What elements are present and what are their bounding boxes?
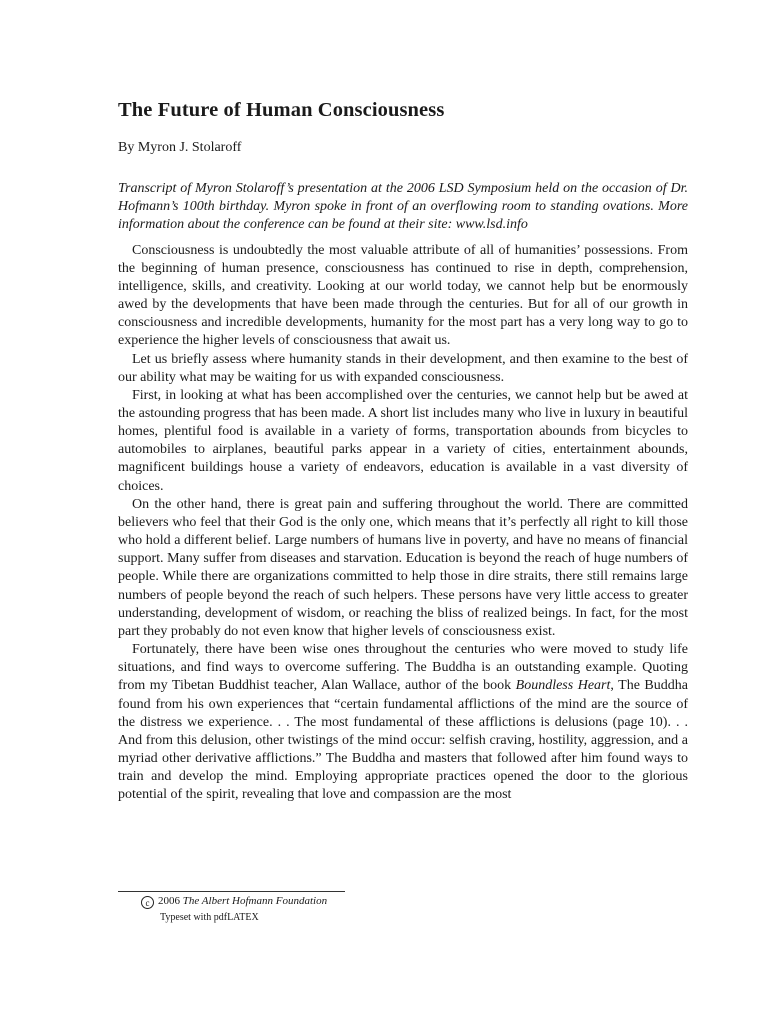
copyright-footnote <box>141 894 327 909</box>
paragraph-5-part-1: Fortunately, there have been wise ones throughout the centuries who were moved to study life situations, and find ways to overcome suffering. The Buddha is an outstanding example. Quoting from my Tibetan Buddhist teacher, Alan Wallace, author of the book <box>118 642 688 694</box>
footnote-rule <box>118 891 345 892</box>
paragraph-5-part-2: , The Buddha found from his own experiences that “certain fundamental afflictions of the mind are the source of the distress we experience. . . The most fundamental of these afflictions is delusions (page 10). . . And from this delusion, other twistings of the mind occur: selfish craving, hostility, aggression, and a myriad other derivative afflictions.” The Buddha and masters that followed after him found ways to train and develop the mind. Employing appropriate practices opened the door to the glorious potential of the spirit, revealing that love and compassion are the most <box>118 678 688 803</box>
typeset-note: Typeset with pdfLATEX <box>160 912 259 923</box>
paragraph-5 <box>118 641 688 804</box>
abstract: Transcript of Myron Stolaroff’s presentation at the 2006 LSD Symposium held on the occasion of Dr. Hofmann’s 100th birthday. Myron spoke in front of an overflowing room to standing ovations. More information about the conference can be found at their site: www.lsd.info <box>118 181 688 233</box>
paragraph-1: Consciousness is undoubtedly the most valuable attribute of all of humanities’ possessions. From the beginning of human presence, consciousness has continued to rise in depth, comprehension, intelligence, skills, and creativity. Looking at our world today, we cannot help but be enormously awed by the developments that have been made through the centuries. But for all of our growth in consciousness and incredible developments, humanity for the most part has a very long way to go to experience the higher levels of consciousness that await us. <box>118 242 688 349</box>
copyright-organization: The Albert Hofmann Foundation <box>182 895 328 907</box>
copyright-icon: c <box>141 896 154 909</box>
document-page <box>118 96 688 804</box>
copyright-year: 2006 <box>158 895 180 907</box>
paragraph-3: First, in looking at what has been accomplished over the centuries, we cannot help but be awed at the astounding progress that has been made. A short list includes many who live in luxury in beautiful homes, plentiful food is available in a variety of forms, transportation abounds from bicycles to automobiles to airplanes, beautiful parks appear in a variety of cities, entertainment abounds, magnificent buildings house a variety of endeavors, education is available in a vast diversity of choices. <box>118 387 689 494</box>
paragraph-4: On the other hand, there is great pain and suffering throughout the world. There are committed believers who feel that their God is the only one, which means that it’s perfectly all right to kill those who hold a different belief. Large numbers of humans live in poverty, and have no means of financial support. Many suffer from diseases and starvation. Education is beyond the reach of huge numbers of people. While there are organizations committed to help those in dire straits, there still remains large numbers of people beyond the reach of such helpers. These persons have very little access to greater understanding, development of wisdom, or reaching the bliss of realized beings. In fact, for the most part they probably do not even know that higher levels of consciousness exist. <box>118 496 688 639</box>
paragraph-2: Let us briefly assess where humanity stands in their development, and then examine to the best of our ability what may be waiting for us with expanded consciousness. <box>118 351 688 385</box>
page-title: The Future of Human Consciousness <box>118 99 445 121</box>
body-text <box>118 242 688 805</box>
book-title: Boundless Heart <box>515 678 611 694</box>
author-line: By Myron J. Stolaroff <box>118 140 242 155</box>
